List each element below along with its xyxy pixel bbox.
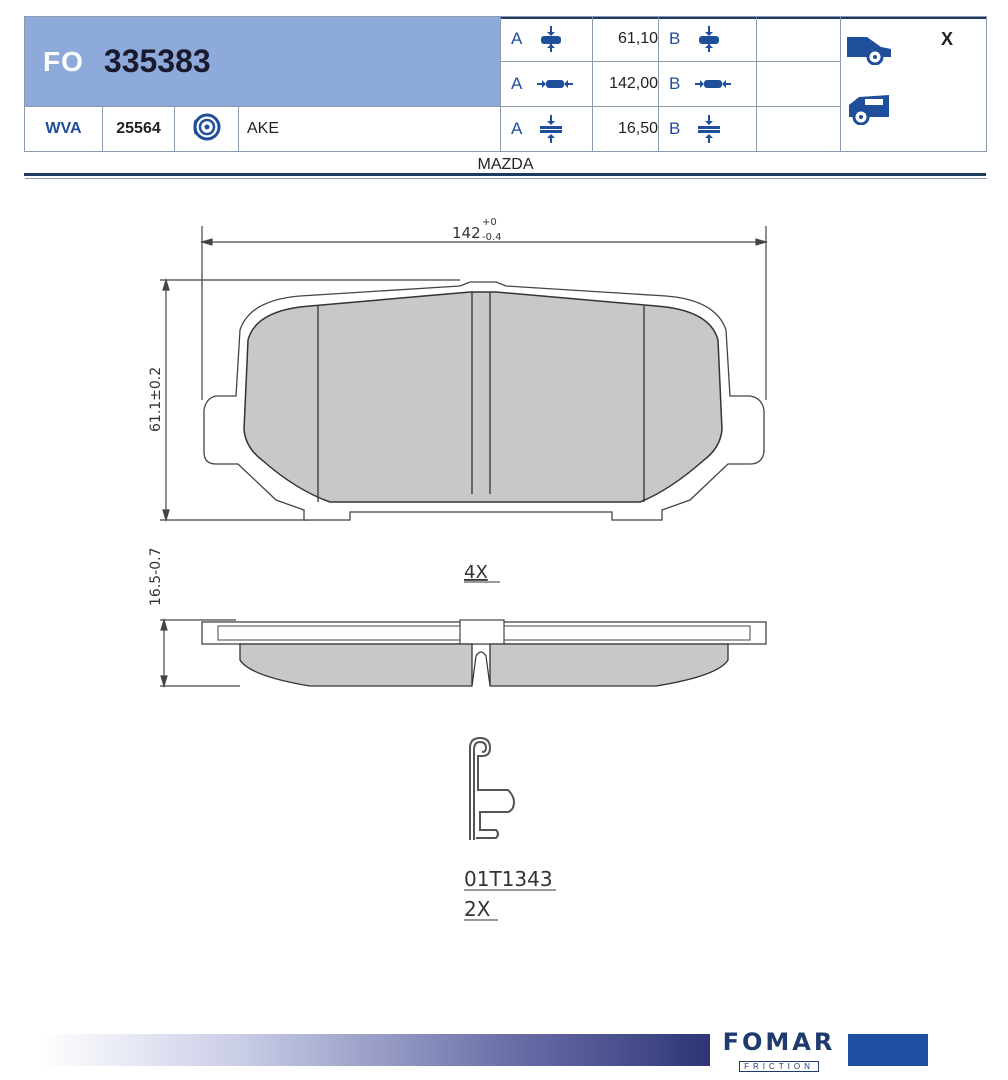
dim-b-label: B: [669, 29, 681, 48]
brand-logo: [714, 1028, 844, 1074]
width-tol-upper: +0: [482, 217, 497, 228]
dim-b-label: B: [669, 119, 681, 138]
dim-a-label: A: [511, 119, 523, 138]
dim-a-label: A: [511, 29, 523, 48]
thickness-label: 16.5-0.7: [148, 547, 164, 606]
dim-a-label: A: [511, 74, 523, 93]
friction-pad: [244, 292, 722, 502]
spring-clip: [470, 738, 514, 840]
brake-system: AKE: [239, 107, 501, 152]
brand-subtitle: FRICTION: [739, 1061, 819, 1072]
clip-code: 01T1343: [464, 867, 553, 891]
footer-end-block: [848, 1034, 928, 1066]
wva-label: WVA: [25, 107, 103, 152]
axle-marker: X: [941, 29, 954, 49]
dim-a-width-value: 142,00: [593, 62, 659, 107]
brand-name: FOMAR: [722, 1028, 836, 1056]
pad-quantity: 4X: [464, 562, 488, 583]
height-label: 61.1±0.2: [148, 366, 164, 432]
pad-side-view: [202, 620, 766, 686]
dim-b-label: B: [669, 74, 681, 93]
clip-quantity: 2X: [464, 897, 491, 921]
vehicle-make: MAZDA: [25, 152, 987, 179]
wva-number: 25564: [103, 107, 175, 152]
footer-gradient-bar: [40, 1034, 710, 1066]
width-label: 142: [452, 224, 481, 242]
part-number: 335383: [103, 43, 211, 79]
dim-a-thickness-value: 16,50: [593, 107, 659, 152]
prefix-label: FO: [43, 45, 84, 77]
width-tol-lower: -0.4: [482, 232, 502, 243]
dim-a-height-value: 61,10: [593, 17, 659, 62]
